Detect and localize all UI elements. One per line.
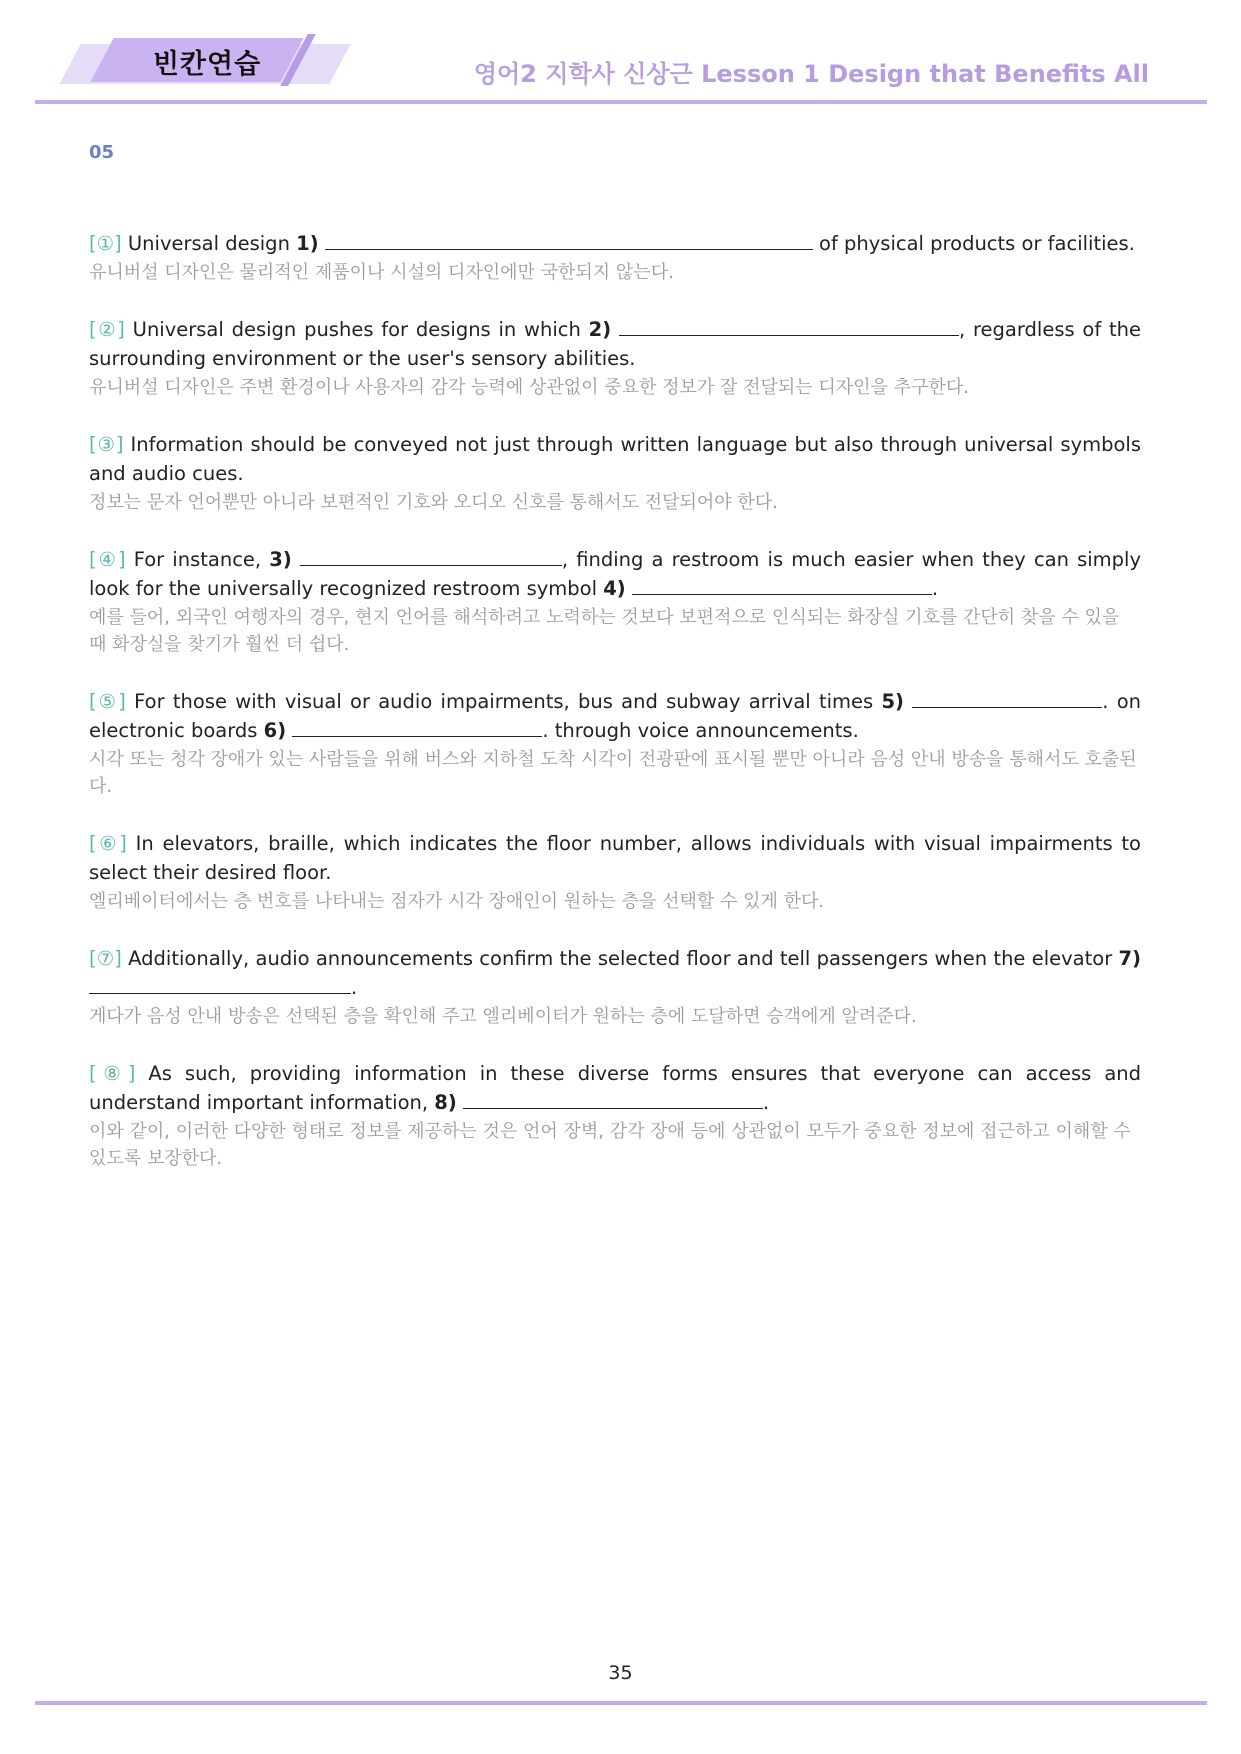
sentence-item-6: [89, 829, 1141, 915]
sentence-item-2: [89, 315, 1141, 401]
sentence-item-3: [89, 430, 1141, 516]
english-sentence: [89, 1059, 1141, 1117]
answer-blank-2[interactable]: [619, 316, 959, 336]
sentence-tag: [①]: [89, 232, 122, 255]
sentence-text: , finding a restroom is much easier when they can simply look for the universally recognized restroom symbol: [89, 548, 1142, 600]
korean-translation: 유니버설 디자인은 주변 환경이나 사용자의 감각 능력에 상관없이 중요한 정보가 잘 전달되는 디자인을 추구한다.: [89, 377, 969, 398]
korean-translation: 게다가 음성 안내 방송은 선택된 층을 확인해 주고 엘리베이터가 원하는 층에 도달하면 승객에게 알려준다.: [89, 1006, 917, 1027]
sentence-text: Universal design: [127, 232, 290, 255]
sentence-text: .: [762, 1091, 770, 1114]
sentence-tag: [⑤]: [89, 690, 126, 713]
answer-blank-8[interactable]: [463, 1089, 763, 1109]
sentence-text: , regardless of the surrounding environment or the user's sensory abilities.: [89, 318, 1142, 370]
sentence-text: Additionally, audio announcements confirm the selected floor and tell passengers when the elevator: [128, 947, 1113, 970]
sentence-item-1: [89, 229, 1141, 286]
korean-translation: 이와 같이, 이러한 다양한 형태로 정보를 제공하는 것은 언어 장벽, 감각 장애 등에 상관없이 모두가 중요한 정보에 접근하고 이해할 수 있도록 보장한다.: [89, 1121, 1131, 1169]
english-sentence: [89, 315, 1141, 373]
blank-number: 6): [263, 719, 287, 742]
sentence-text: For those with visual or audio impairments, bus and subway arrival times: [134, 690, 874, 713]
worksheet-content: [89, 142, 1141, 1201]
english-sentence: [89, 229, 1141, 258]
answer-blank-3[interactable]: [300, 546, 562, 566]
blank-number: 2): [588, 318, 612, 341]
sentence-text: . through voice announcements.: [542, 719, 859, 742]
sentence-text: Universal design pushes for designs in which: [132, 318, 581, 341]
answer-blank-7[interactable]: [89, 974, 351, 994]
header-divider: [35, 100, 1207, 104]
english-sentence: [89, 829, 1141, 887]
footer-divider: [35, 1701, 1207, 1705]
sentence-item-4: [89, 545, 1141, 658]
english-sentence: [89, 944, 1141, 1002]
answer-blank-6[interactable]: [292, 717, 542, 737]
english-sentence: [89, 687, 1141, 745]
korean-translation: 엘리베이터에서는 층 번호를 나타내는 점자가 시각 장애인이 원하는 층을 선택할 수 있게 한다.: [89, 891, 825, 912]
sentence-tag: [⑧]: [89, 1062, 136, 1085]
page-number: 35: [608, 1662, 633, 1684]
question-number: 05: [89, 142, 115, 163]
section-badge: [62, 38, 362, 84]
blank-number: 5): [881, 690, 904, 713]
korean-translation: 예를 들어, 외국인 여행자의 경우, 현지 언어를 해석하려고 노력하는 것보다 보편적으로 인식되는 화장실 기호를 간단히 찾을 수 있을 때 화장실을 찾기가 훨씬 더 쉽다.: [89, 607, 1120, 655]
sentence-text: .: [931, 577, 939, 600]
sentence-text: of physical products or facilities.: [819, 232, 1135, 255]
sentence-text: .: [351, 976, 358, 999]
blank-number: 8): [434, 1091, 457, 1114]
korean-translation: 시각 또는 청각 장애가 있는 사람들을 위해 버스와 지하철 도착 시각이 전광판에 표시될 뿐만 아니라 음성 안내 방송을 통해서도 호출된다.: [89, 749, 1137, 797]
korean-translation: 정보는 문자 언어뿐만 아니라 보편적인 기호와 오디오 신호를 통해서도 전달되어야 한다.: [89, 492, 778, 513]
sentence-text: . on electronic boards: [89, 690, 1142, 742]
sentence-tag: [⑥]: [89, 832, 127, 855]
answer-blank-5[interactable]: [912, 688, 1102, 708]
badge-label: 빈칸연습: [152, 49, 262, 80]
page-header: [0, 0, 1241, 110]
sentence-text: In elevators, braille, which indicates the floor number, allows individuals with visual impairments to select their desired floor.: [89, 832, 1141, 884]
sentence-tag: [④]: [89, 548, 126, 571]
blank-number: 3): [269, 548, 292, 571]
sentence-item-5: [89, 687, 1141, 800]
blank-number: 7): [1118, 947, 1141, 970]
english-sentence: [89, 545, 1141, 603]
sentence-tag: [③]: [89, 433, 124, 456]
blank-number: 1): [296, 232, 319, 255]
korean-translation: 유니버설 디자인은 물리적인 제품이나 시설의 디자인에만 국한되지 않는다.: [89, 262, 674, 283]
blank-number: 4): [603, 577, 626, 600]
answer-blank-1[interactable]: [325, 230, 813, 250]
english-sentence: [89, 430, 1141, 488]
sentence-text: Information should be conveyed not just through written language but also through universal symbols and audio cues.: [89, 433, 1142, 485]
header-title: 영어2 지학사 신상근 Lesson 1 Design that Benefits All: [473, 60, 1149, 88]
answer-blank-4[interactable]: [632, 575, 932, 595]
sentence-text: For instance,: [133, 548, 262, 571]
sentence-text: As such, providing information in these diverse forms ensures that everyone can access and understand important information,: [89, 1062, 1141, 1114]
sentence-tag: [②]: [89, 318, 125, 341]
sentence-item-7: [89, 944, 1141, 1030]
sentence-tag: [⑦]: [89, 947, 122, 970]
sentence-item-8: [89, 1059, 1141, 1172]
